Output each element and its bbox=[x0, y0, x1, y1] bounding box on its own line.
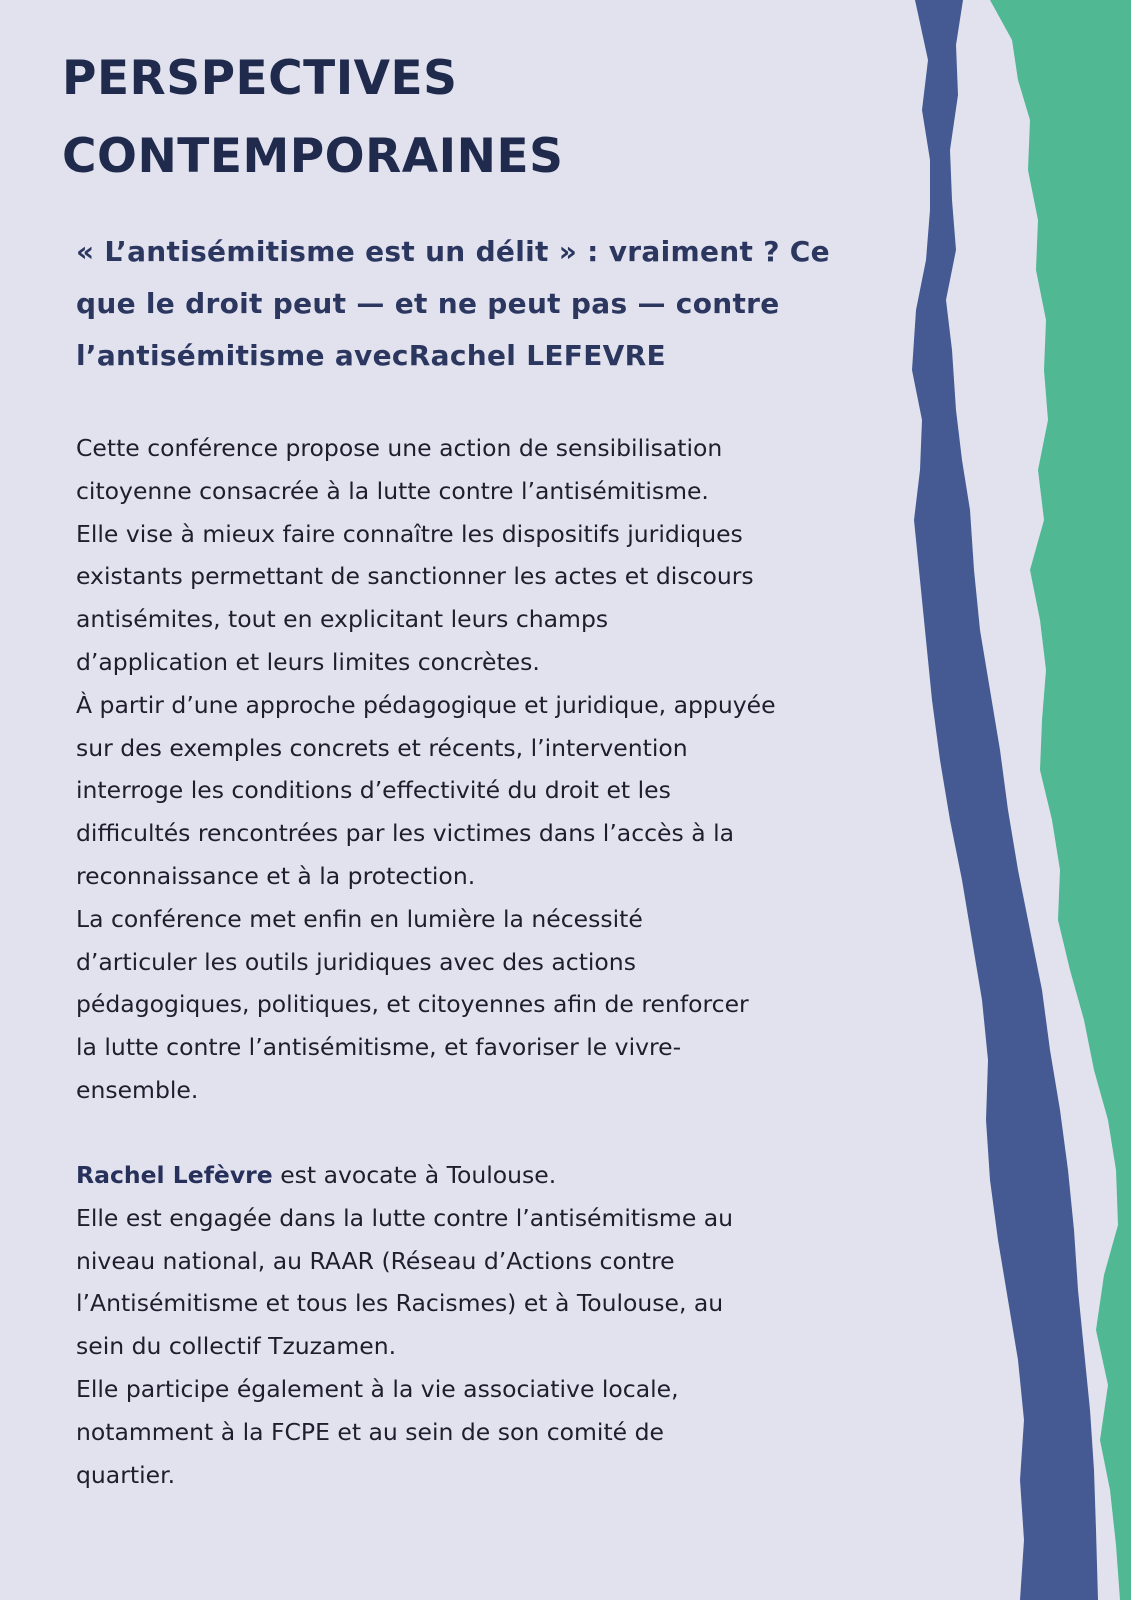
speaker-bio bbox=[76, 1154, 916, 1496]
description-line: Elle vise à mieux faire connaître les dispositifs juridiques bbox=[76, 519, 743, 548]
description-line: Cette conférence propose une action de sensibilisation bbox=[76, 434, 723, 462]
description-line: la lutte contre l’antisémitisme, et favoriser le vivre- bbox=[76, 1033, 682, 1062]
description-line: ensemble. bbox=[76, 1075, 199, 1104]
bio-line: notamment à la FCPE et au sein de son comité de bbox=[76, 1417, 664, 1446]
speaker-name: Rachel Lefèvre bbox=[76, 1161, 273, 1189]
description-line: citoyenne consacrée à la lutte contre l’antisémitisme. bbox=[76, 476, 709, 505]
bio-line: Elle est engagée dans la lutte contre l’antisémitisme au bbox=[76, 1203, 734, 1232]
description-line: existants permettant de sanctionner les actes et discours bbox=[76, 562, 754, 591]
bio-line: quartier. bbox=[76, 1460, 176, 1489]
description-line: antisémites, tout en explicitant leurs champs bbox=[76, 605, 609, 634]
bio-first-line bbox=[76, 1154, 916, 1197]
bio-line: Elle participe également à la vie associative locale, bbox=[76, 1374, 679, 1403]
subtitle-line: « L’antisémitisme est un délit » : vraiment ? Ce bbox=[76, 235, 830, 268]
description-line: reconnaissance et à la protection. bbox=[76, 861, 476, 890]
description-line: sur des exemples concrets et récents, l’intervention bbox=[76, 733, 688, 762]
description-line: interroge les conditions d’effectivité du droit et les bbox=[76, 776, 671, 805]
description-line: d’articuler les outils juridiques avec des actions bbox=[76, 947, 636, 976]
bio-line: l’Antisémitisme et tous les Racismes) et à Toulouse, au bbox=[76, 1289, 724, 1318]
title-line: PERSPECTIVES bbox=[62, 51, 458, 106]
description-line: La conférence met enfin en lumière la nécessité bbox=[76, 904, 643, 933]
subtitle-line: l’antisémitisme avecRachel LEFEVRE bbox=[76, 339, 666, 372]
page-title bbox=[62, 40, 842, 196]
description-line: À partir d’une approche pédagogique et juridique, appuyée bbox=[76, 690, 776, 719]
conference-description bbox=[76, 427, 916, 1112]
bio-line: sein du collectif Tzuzamen. bbox=[76, 1332, 397, 1361]
subtitle-line: que le droit peut — et ne peut pas — contre bbox=[76, 287, 780, 320]
bio-first-line-rest: est avocate à Toulouse. bbox=[272, 1161, 557, 1189]
title-line: CONTEMPORAINES bbox=[62, 129, 564, 184]
bio-line: niveau national, au RAAR (Réseau d’Actions contre bbox=[76, 1246, 675, 1275]
description-line: difficultés rencontrées par les victimes dans l’accès à la bbox=[76, 819, 735, 848]
description-line: d’application et leurs limites concrètes. bbox=[76, 647, 540, 676]
conference-subtitle bbox=[76, 226, 896, 382]
description-line: pédagogiques, politiques, et citoyennes afin de renforcer bbox=[76, 990, 749, 1019]
